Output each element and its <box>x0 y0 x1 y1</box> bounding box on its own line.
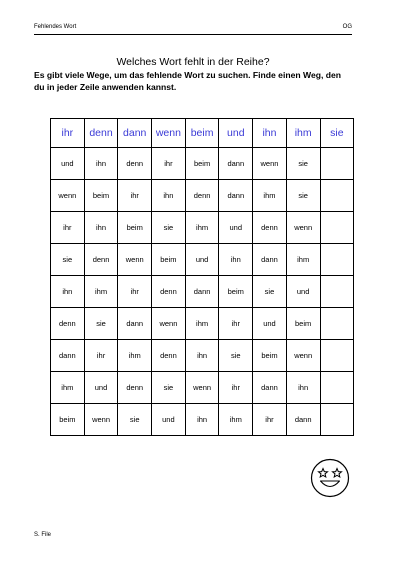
word-cell: wenn <box>185 372 219 404</box>
word-cell: denn <box>51 308 85 340</box>
answer-cell[interactable] <box>320 148 354 180</box>
exercise-row <box>51 244 354 276</box>
word-cell: und <box>286 276 320 308</box>
word-cell: ihn <box>185 340 219 372</box>
word-cell: ihr <box>253 404 287 436</box>
word-cell: wenn <box>286 340 320 372</box>
word-cell: dann <box>185 276 219 308</box>
word-cell: beim <box>51 404 85 436</box>
word-list-cell: und <box>219 119 253 148</box>
word-cell: und <box>51 148 85 180</box>
word-cell: sie <box>253 276 287 308</box>
star-eyes-smiley-icon <box>310 458 350 498</box>
word-cell: ihn <box>84 148 118 180</box>
word-cell: beim <box>286 308 320 340</box>
answer-cell[interactable] <box>320 276 354 308</box>
exercise-row <box>51 340 354 372</box>
word-cell: dann <box>253 244 287 276</box>
word-cell: sie <box>84 308 118 340</box>
word-cell: sie <box>51 244 85 276</box>
word-cell: beim <box>84 180 118 212</box>
worksheet-title: Welches Wort fehlt in der Reihe? <box>116 56 270 68</box>
word-cell: ihn <box>185 404 219 436</box>
word-cell: denn <box>118 372 152 404</box>
word-list-cell: ihr <box>51 119 85 148</box>
word-cell: denn <box>253 212 287 244</box>
word-cell: dann <box>219 180 253 212</box>
word-list-cell: beim <box>185 119 219 148</box>
exercise-row <box>51 148 354 180</box>
word-cell: ihm <box>185 212 219 244</box>
word-cell: ihm <box>118 340 152 372</box>
word-cell: sie <box>152 212 186 244</box>
word-cell: dann <box>286 404 320 436</box>
word-cell: denn <box>84 244 118 276</box>
word-cell: denn <box>185 180 219 212</box>
word-cell: beim <box>253 340 287 372</box>
word-cell: dann <box>219 148 253 180</box>
word-cell: ihr <box>84 340 118 372</box>
header-left-text: Fehlendes Wort <box>34 24 77 30</box>
word-cell: ihm <box>51 372 85 404</box>
word-cell: ihm <box>253 180 287 212</box>
exercise-row <box>51 372 354 404</box>
instruction-text: Es gibt viele Wege, um das fehlende Wort zu suchen. Finde einen Weg, den du in jeder Zeile anwenden kannst. <box>34 70 342 92</box>
word-cell: sie <box>219 340 253 372</box>
word-cell: wenn <box>286 212 320 244</box>
word-grid <box>50 118 354 436</box>
answer-cell[interactable] <box>320 308 354 340</box>
word-cell: und <box>152 404 186 436</box>
word-cell: beim <box>118 212 152 244</box>
word-cell: ihm <box>219 404 253 436</box>
word-list-cell: ihn <box>253 119 287 148</box>
word-list-cell: ihm <box>286 119 320 148</box>
word-cell: dann <box>51 340 85 372</box>
word-list-row <box>51 119 354 148</box>
word-cell: und <box>253 308 287 340</box>
exercise-row <box>51 308 354 340</box>
word-cell: denn <box>152 276 186 308</box>
word-grid-body <box>51 119 354 436</box>
footer-text: S. File <box>34 532 52 538</box>
word-cell: ihr <box>118 180 152 212</box>
word-cell: ihm <box>185 308 219 340</box>
word-cell: ihn <box>286 372 320 404</box>
word-cell: ihr <box>219 372 253 404</box>
answer-cell[interactable] <box>320 404 354 436</box>
word-cell: und <box>84 372 118 404</box>
word-cell: sie <box>286 180 320 212</box>
word-cell: ihr <box>118 276 152 308</box>
word-cell: ihr <box>152 148 186 180</box>
word-list-cell: wenn <box>152 119 186 148</box>
word-cell: denn <box>152 340 186 372</box>
word-list-cell: denn <box>84 119 118 148</box>
exercise-row <box>51 276 354 308</box>
word-list-cell: dann <box>118 119 152 148</box>
answer-cell[interactable] <box>320 372 354 404</box>
word-cell: dann <box>253 372 287 404</box>
word-cell: ihn <box>152 180 186 212</box>
word-cell: und <box>185 244 219 276</box>
word-cell: sie <box>152 372 186 404</box>
page-header <box>34 24 352 35</box>
exercise-row <box>51 180 354 212</box>
word-cell: sie <box>286 148 320 180</box>
word-cell: und <box>219 212 253 244</box>
word-cell: dann <box>118 308 152 340</box>
header-right-text: OG <box>342 24 352 30</box>
answer-cell[interactable] <box>320 180 354 212</box>
word-cell: beim <box>219 276 253 308</box>
word-cell: ihm <box>84 276 118 308</box>
word-cell: wenn <box>253 148 287 180</box>
word-cell: ihr <box>219 308 253 340</box>
word-cell: ihr <box>51 212 85 244</box>
word-cell: wenn <box>51 180 85 212</box>
word-cell: ihm <box>286 244 320 276</box>
word-cell: ihn <box>219 244 253 276</box>
answer-cell[interactable] <box>320 244 354 276</box>
word-cell: beim <box>152 244 186 276</box>
answer-cell[interactable] <box>320 212 354 244</box>
word-cell: beim <box>185 148 219 180</box>
word-cell: wenn <box>118 244 152 276</box>
answer-cell[interactable] <box>320 340 354 372</box>
word-cell: denn <box>118 148 152 180</box>
word-cell: ihn <box>84 212 118 244</box>
word-cell: wenn <box>152 308 186 340</box>
word-cell: sie <box>118 404 152 436</box>
word-cell: wenn <box>84 404 118 436</box>
exercise-row <box>51 212 354 244</box>
word-list-cell: sie <box>320 119 354 148</box>
exercise-row <box>51 404 354 436</box>
word-cell: ihn <box>51 276 85 308</box>
